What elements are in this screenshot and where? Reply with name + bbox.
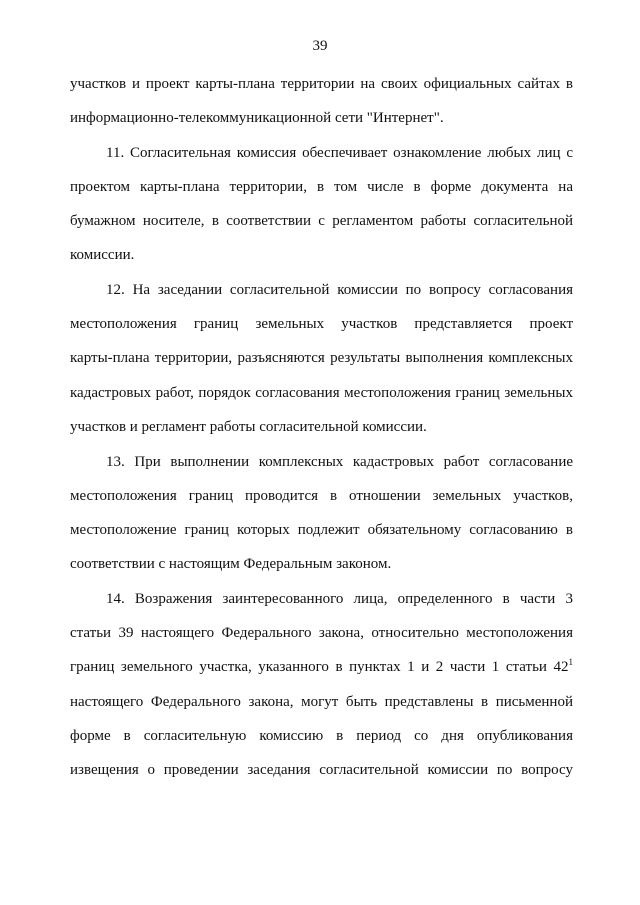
text-line: местоположения границ проводится в отношении земельных участков, xyxy=(70,488,573,504)
text-line: статьи 39 настоящего Федерального закона, относительно местоположения xyxy=(70,625,573,641)
text-line: настоящего Федерального закона, могут быть представлены в письменной xyxy=(70,694,573,710)
text-line: форме в согласительную комиссию в период со дня опубликования xyxy=(70,728,573,744)
superscript: 1 xyxy=(568,657,573,667)
text-line: 11. Согласительная комиссия обеспечивает ознакомление любых лиц с xyxy=(106,145,573,161)
text-line: участков и проект карты-плана территории на своих официальных сайтах в xyxy=(70,76,573,92)
text-line: соответствии с настоящим Федеральным законом. xyxy=(70,556,392,572)
text-line: комиссии. xyxy=(70,247,135,263)
text-line: информационно-телекоммуникационной сети "Интернет". xyxy=(70,110,444,126)
text-line: 14. Возражения заинтересованного лица, определенного в части 3 xyxy=(106,591,573,607)
text-line: 12. На заседании согласительной комиссии по вопросу согласования xyxy=(106,282,573,298)
text-line: извещения о проведении заседания согласительной комиссии по вопросу xyxy=(70,762,573,778)
text-line: участков и регламент работы согласительной комиссии. xyxy=(70,419,427,435)
page-number: 39 xyxy=(312,38,328,54)
text-line: бумажном носителе, в соответствии с регламентом работы согласительной xyxy=(70,213,573,229)
text-line: местоположения границ земельных участков представляется проект xyxy=(70,316,573,332)
text-line: проектом карты-плана территории, в том числе в форме документа на xyxy=(70,179,573,195)
line-text: границ земельного участка, указанного в пунктах 1 и 2 части 1 статьи 42 xyxy=(70,659,569,675)
text-line: 13. При выполнении комплексных кадастровых работ согласование xyxy=(106,454,573,470)
text-line: местоположение границ которых подлежит обязательному согласованию в xyxy=(70,522,573,538)
text-line: кадастровых работ, порядок согласования местоположения границ земельных xyxy=(70,385,573,401)
text-line: карты-плана территории, разъясняются результаты выполнения комплексных xyxy=(70,350,573,366)
text-line xyxy=(70,657,573,677)
